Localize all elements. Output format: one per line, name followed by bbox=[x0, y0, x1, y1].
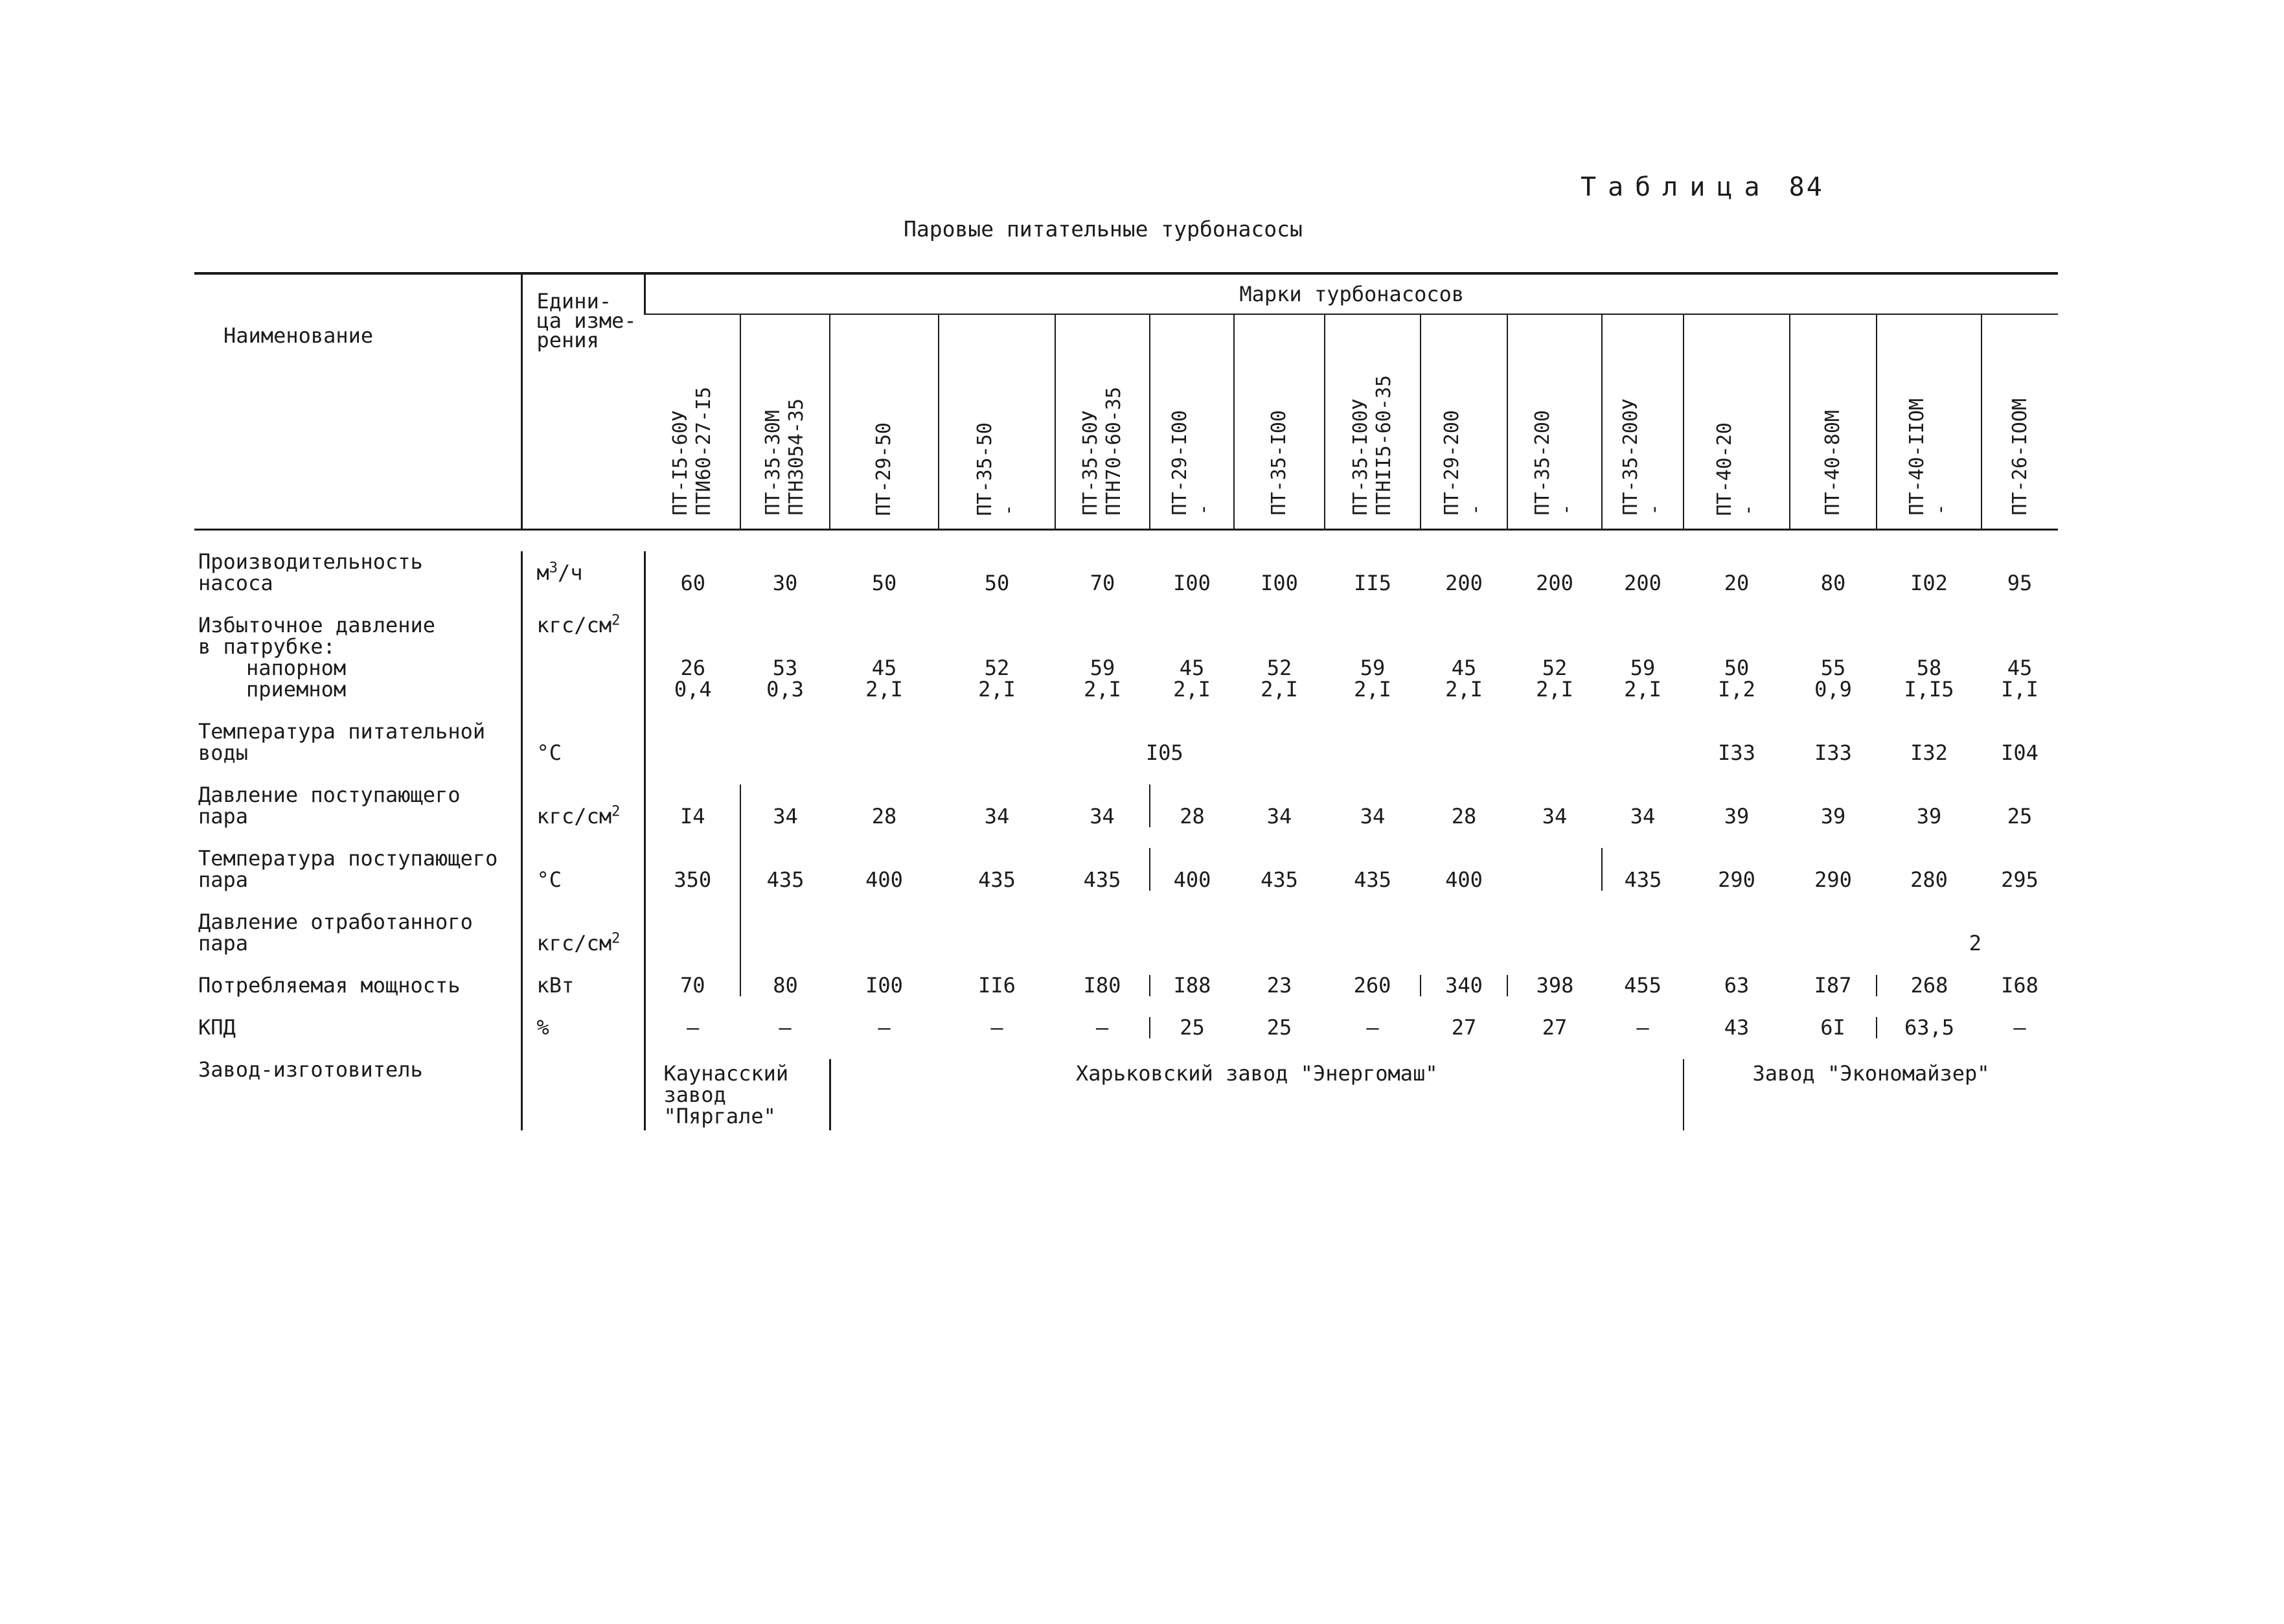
row-name bbox=[194, 784, 521, 827]
cell: 435 bbox=[978, 867, 1016, 892]
table-word: Таблица bbox=[1581, 172, 1772, 202]
cell: 34 bbox=[984, 804, 1010, 829]
row-name bbox=[194, 911, 521, 954]
cell: – bbox=[1366, 1015, 1379, 1040]
cell: 400 bbox=[865, 867, 903, 892]
cell: II5 bbox=[1354, 571, 1391, 595]
cell: 398 bbox=[1507, 975, 1602, 996]
row-exhaust-pressure bbox=[194, 911, 2058, 954]
header-unit-text: Едини- ца изме- рения bbox=[536, 289, 637, 352]
row-unit: °С bbox=[521, 721, 645, 764]
cell: 63,5 bbox=[1877, 1017, 1981, 1038]
row-suction bbox=[194, 679, 2058, 700]
row-unit: кгс/$см^2$ bbox=[521, 911, 645, 954]
row-name bbox=[194, 615, 521, 658]
cell: 6I bbox=[1820, 1015, 1845, 1040]
cell: I00 bbox=[1173, 571, 1211, 595]
cell: 34 bbox=[1360, 804, 1386, 829]
cell: 28 bbox=[1150, 784, 1234, 827]
model-label: ПТ-26-IООМ bbox=[2008, 398, 2031, 516]
cell: 70 bbox=[645, 975, 740, 996]
cell: 280 bbox=[1910, 867, 1948, 892]
row-feed-water-temp bbox=[194, 721, 2058, 764]
model-header bbox=[1790, 314, 1877, 530]
row-discharge bbox=[194, 658, 2058, 679]
model-label: ПТ-I5-60У ПТИ60-27-I5 bbox=[668, 387, 715, 516]
cell: 70 bbox=[1090, 571, 1115, 595]
cell: 34 bbox=[1090, 804, 1115, 829]
cell: I33 bbox=[1814, 740, 1852, 765]
cell: 295 bbox=[2001, 867, 2038, 892]
cell: 200 bbox=[1445, 571, 1483, 595]
cell: 455 bbox=[1624, 973, 1662, 998]
cell: 52 bbox=[1266, 656, 1292, 680]
cell: 25 bbox=[1150, 1017, 1234, 1038]
cell: 340 bbox=[1421, 975, 1507, 996]
cell: 268 bbox=[1877, 975, 1981, 996]
cell: – bbox=[1636, 1015, 1649, 1040]
model-label: ПТ-40-IIОМ - bbox=[1906, 398, 1952, 516]
cell: 52 bbox=[1542, 656, 1568, 680]
cell: 59 bbox=[1360, 656, 1386, 680]
cell: 0,3 bbox=[766, 677, 804, 702]
cell: 26 bbox=[645, 658, 740, 679]
cell: 200 bbox=[1536, 571, 1573, 595]
header-brands: Марки турбонасосов bbox=[645, 273, 2058, 314]
model-label: ПТ-35-I00 bbox=[1268, 410, 1290, 516]
cell: I88 bbox=[1150, 975, 1234, 996]
cell: 45 bbox=[1179, 656, 1205, 680]
cell: 59 bbox=[1630, 656, 1656, 680]
cell: 2,I bbox=[1445, 677, 1483, 702]
row-name-text: Температура питательной воды bbox=[198, 719, 486, 765]
row-name bbox=[194, 848, 521, 891]
cell: 45 bbox=[2007, 656, 2033, 680]
model-label: ПТ-35-30М ПТН3054-35 bbox=[762, 398, 808, 516]
model-label: ПТ-40-20 - bbox=[1713, 422, 1759, 516]
cell: 52 bbox=[984, 656, 1010, 680]
model-header bbox=[1234, 314, 1325, 530]
cell: I00 bbox=[865, 973, 903, 998]
model-label: ПТ-29-I00 - bbox=[1169, 410, 1215, 516]
cell: 435 bbox=[1602, 848, 1684, 891]
model-header bbox=[740, 314, 830, 530]
cell: I4 bbox=[645, 784, 740, 827]
cell: 34 bbox=[1542, 804, 1568, 829]
row-steam-pressure bbox=[194, 784, 2058, 827]
model-header bbox=[1877, 314, 1981, 530]
manufacturer-group: Харьковский завод "Энергомаш" bbox=[830, 1059, 1684, 1130]
row-name: Завод-изготовитель bbox=[198, 1057, 423, 1082]
cell: 260 bbox=[1353, 973, 1391, 998]
model-label: ПТ-35-50У ПТН70-60-35 bbox=[1079, 387, 1125, 516]
cell: 59 bbox=[1090, 656, 1115, 680]
cell: 53 bbox=[772, 656, 798, 680]
cell: 2,I bbox=[1084, 677, 1121, 702]
cell: I87 bbox=[1814, 973, 1852, 998]
cell: 435 bbox=[1354, 867, 1391, 892]
cell: 39 bbox=[1916, 804, 1942, 829]
model-header bbox=[1602, 314, 1684, 530]
cell: 30 bbox=[772, 571, 798, 595]
model-label: ПТ-29-50 bbox=[873, 422, 895, 516]
cell: 28 bbox=[1451, 804, 1477, 829]
cell: 50 bbox=[1724, 656, 1750, 680]
cell: 2,I bbox=[1354, 677, 1391, 702]
cell: 27 bbox=[1451, 1015, 1477, 1040]
cell bbox=[1507, 848, 1602, 891]
row-name-text: Давление отработанного пара bbox=[198, 909, 473, 955]
cell: 43 bbox=[1724, 1015, 1750, 1040]
cell: 400 bbox=[1445, 867, 1483, 892]
row-unit: % bbox=[521, 1017, 645, 1038]
manufacturer-group bbox=[645, 1059, 830, 1130]
cell: I68 bbox=[2001, 973, 2038, 998]
cell: 2,I bbox=[1536, 677, 1573, 702]
model-header bbox=[1507, 314, 1602, 530]
cell: 45 bbox=[871, 656, 897, 680]
cell: 63 bbox=[1724, 973, 1750, 998]
cell: 25 bbox=[2007, 804, 2033, 829]
row-name-text: Производительность насоса bbox=[198, 549, 423, 595]
cell: 34 bbox=[740, 784, 830, 827]
cell: 34 bbox=[1266, 804, 1292, 829]
cell: 290 bbox=[1814, 867, 1852, 892]
row-efficiency bbox=[194, 1017, 2058, 1038]
row-name: КПД bbox=[198, 1015, 236, 1040]
model-label: ПТ-40-80М bbox=[1821, 410, 1844, 516]
cell: 2,I bbox=[1261, 677, 1298, 702]
cell: 27 bbox=[1542, 1015, 1568, 1040]
cell: – bbox=[1095, 1015, 1109, 1040]
cell: I32 bbox=[1910, 740, 1948, 765]
cell: 28 bbox=[871, 804, 897, 829]
header-name: Наименование bbox=[194, 273, 521, 530]
cell: I00 bbox=[1261, 571, 1298, 595]
row-name: напорном bbox=[246, 656, 347, 680]
cell: 95 bbox=[2007, 571, 2033, 595]
model-label: ПТ-35-I00У ПТНII5-60-35 bbox=[1349, 375, 1395, 516]
cell: 20 bbox=[1724, 571, 1750, 595]
cell: I02 bbox=[1910, 571, 1948, 595]
row-unit: °С bbox=[521, 848, 645, 891]
cell: 80 bbox=[1820, 571, 1846, 595]
cell: 60 bbox=[645, 551, 740, 594]
cell: 350 bbox=[645, 848, 740, 891]
cell: 0,9 bbox=[1814, 677, 1852, 702]
row-name-text: Давление поступающего пара bbox=[198, 783, 461, 829]
cell: I,I bbox=[2001, 677, 2038, 702]
cell: 23 bbox=[1266, 973, 1292, 998]
cell: 80 bbox=[740, 975, 830, 996]
model-header bbox=[1981, 314, 2058, 530]
row-excess-pressure bbox=[194, 615, 2058, 658]
cell-shared: I05 bbox=[645, 721, 1684, 764]
cell: 200 bbox=[1624, 571, 1662, 595]
row-unit: кгс/$см^2$ bbox=[521, 784, 645, 827]
table-number: 84 bbox=[1788, 172, 1824, 202]
cell: 2,I bbox=[1624, 677, 1662, 702]
cell: – bbox=[779, 1015, 792, 1040]
cell: I33 bbox=[1718, 740, 1755, 765]
model-header bbox=[1325, 314, 1421, 530]
model-header bbox=[1421, 314, 1507, 530]
model-header bbox=[645, 314, 740, 530]
model-label: ПТ-35-200У - bbox=[1619, 398, 1665, 516]
manufacturer-text: Каунасский завод "Пяргале" bbox=[663, 1061, 789, 1128]
model-header bbox=[1055, 314, 1150, 530]
row-steam-temp bbox=[194, 848, 2058, 891]
row-name: Потребляемая мощность bbox=[198, 973, 461, 998]
cell: 2,I bbox=[978, 677, 1016, 702]
cell: I80 bbox=[1083, 973, 1121, 998]
row-capacity bbox=[194, 551, 2058, 594]
cell: 435 bbox=[1083, 867, 1121, 892]
cell: 55 bbox=[1820, 656, 1846, 680]
model-header bbox=[830, 314, 939, 530]
cell: I,2 bbox=[1718, 677, 1755, 702]
cell: 435 bbox=[1261, 867, 1298, 892]
cell-shared: 2 bbox=[1969, 931, 1981, 955]
cell: – bbox=[645, 1017, 740, 1038]
model-header bbox=[1684, 314, 1790, 530]
cell: I,I5 bbox=[1904, 677, 1954, 702]
cell: II6 bbox=[978, 973, 1016, 998]
spacer bbox=[194, 530, 2058, 552]
cell: 34 bbox=[1630, 804, 1656, 829]
row-name-text: Температура поступающего пара bbox=[198, 846, 498, 892]
table-number-label bbox=[1581, 172, 1824, 202]
table-title: Паровые питательные турбонасосы bbox=[904, 216, 1303, 242]
row-name bbox=[194, 551, 521, 594]
cell: – bbox=[878, 1015, 891, 1040]
cell: – bbox=[2013, 1015, 2026, 1040]
cell: 2,I bbox=[1173, 677, 1211, 702]
cell: 290 bbox=[1718, 867, 1755, 892]
row-unit: кВт bbox=[521, 975, 645, 996]
cell: 39 bbox=[1820, 804, 1846, 829]
cell: 25 bbox=[1266, 1015, 1292, 1040]
cell: 50 bbox=[871, 571, 897, 595]
cell: 58 bbox=[1916, 656, 1942, 680]
turbopump-table bbox=[194, 272, 2058, 1130]
cell: 39 bbox=[1724, 804, 1750, 829]
row-unit: $м^3/ч$ bbox=[521, 551, 645, 594]
cell: 2,I bbox=[865, 677, 903, 702]
manufacturer-group: Завод "Экономайзер" bbox=[1752, 1061, 1990, 1086]
cell: – bbox=[990, 1015, 1003, 1040]
cell: 45 bbox=[1451, 656, 1477, 680]
row-name bbox=[194, 721, 521, 764]
cell: I04 bbox=[2001, 740, 2038, 765]
cell: 0,4 bbox=[645, 679, 740, 700]
model-label: ПТ-35-200 - bbox=[1531, 410, 1577, 516]
cell: 400 bbox=[1150, 848, 1234, 891]
row-manufacturer bbox=[194, 1059, 2058, 1130]
row-unit: кгс/$см^2$ bbox=[521, 615, 645, 658]
cell: 50 bbox=[984, 571, 1010, 595]
model-header bbox=[1150, 314, 1234, 530]
model-label: ПТ-35-50 - bbox=[974, 422, 1020, 516]
model-label: ПТ-29-200 - bbox=[1441, 410, 1487, 516]
row-name: приемном bbox=[246, 677, 347, 702]
model-header bbox=[939, 314, 1055, 530]
row-power bbox=[194, 975, 2058, 996]
row-name-text: Избыточное давление в патрубке: bbox=[198, 613, 436, 659]
cell: 435 bbox=[740, 848, 830, 891]
header-unit bbox=[521, 273, 645, 530]
